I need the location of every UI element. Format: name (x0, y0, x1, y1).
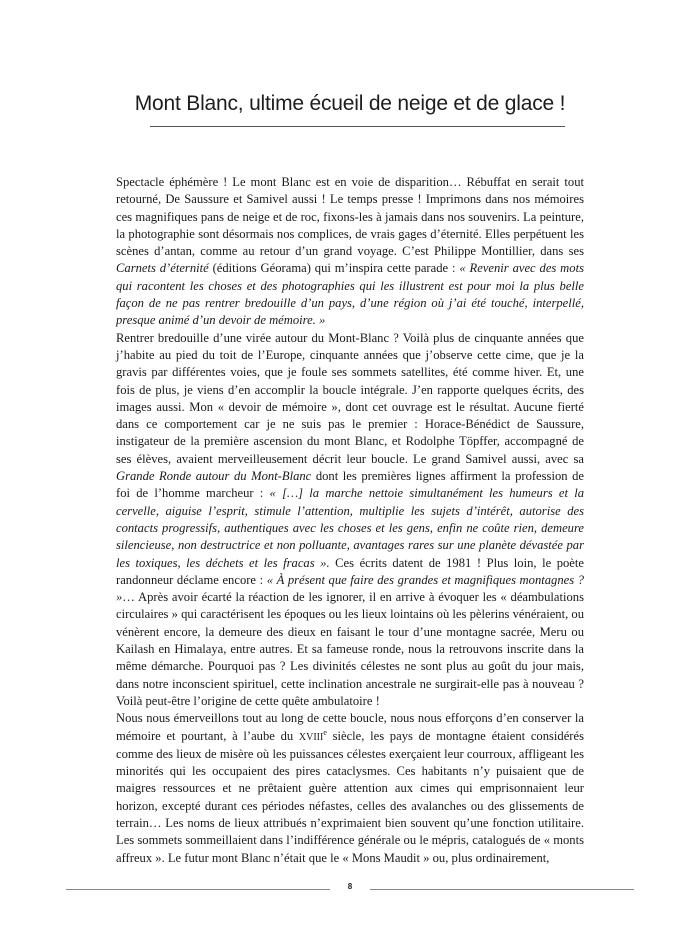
text-run: Rentrer bredouille d’une virée autour du Mont-Blanc ? Voilà plus de cinquante années que j’habite au pied du toit de l’Europe, cinquante années que j’observe cette cime, que je la gravis par différentes voies, que je foule ses sommets satellites, été comme hiver. Et, une fois de plus, je viens d’en accomplir la boucle intégrale. J’en rapporte quelques écrits, des images aussi. Mon « devoir de mémoire », dont cet ouvrage est le résultat. Aucune fierté dans ce comportement car je ne suis pas le premier : Horace-Bénédict de Saussure, instigateur de la première ascension du mont Blanc, et Rodolphe Töpffer, accompagné de ses élèves, avaient merveilleusement décrit leur boucle. Le grand Samivel aussi, avec sa (116, 330, 584, 466)
italic-run: « Revenir avec des mots qui racontent les choses et des photographies qui les illustrent est pour moi la plus belle façon de ne pas rentrer bredouille d’un pays, d’une région où j’ai été touché, interpellé, presque animé d’un devoir de mémoire. » (116, 261, 584, 328)
chapter-title: Mont Blanc, ultime écueil de neige et de glace ! (134, 92, 566, 115)
text-run: Spectacle éphémère ! Le mont Blanc est en voie de disparition… Rébuffat en serait tout retourné, De Saussure et Samivel aussi ! Le temps presse ! Imprimons dans nos mémoires ces magnifiques pans de neige et de roc, fixons-les à jamais dans nos souvenirs. La peinture, la photographie sont désormais nos complices, de vrais gages d’éternité. Elles perpétuent les scènes d’antan, comme au retour d’un grand voyage. C’est Philippe Montillier, dans ses (116, 175, 584, 259)
italic-run: « À présent que faire des grandes et magnifiques montagnes ? » (116, 572, 585, 605)
italic-run: « […] la marche nettoie simultanément les humeurs et la cervelle, aiguise l’esprit, stimule l’attention, multiplie les sujets d’intérêt, autorise des contacts progressifs, authentiques avec les choses et les gens, enfin ne coûte rien, demeure silencieuse, non destructrice et non polluante, avantages rares sur une planète dévastée par les toxiques, les déchets et les fracas ». (116, 486, 584, 570)
title-underline (150, 126, 565, 127)
italic-run: Grande Ronde autour du Mont-Blanc (116, 469, 312, 484)
superscript-run: e (323, 727, 327, 737)
footer-rule-right (370, 889, 634, 890)
text-run: siècle, les pays de montagne étaient considérés comme des lieux de misère où les puissances célestes exerçaient leur courroux, affligeant les minorités qui les occupaient des pires cataclysmes. Ces habitants n’y puisaient que de maigres ressources et ne prêtaient guère attention aux cimes qui emprisonnaient leur horizon, excepté durant ces périodes néfastes, celles des avalanches ou des glissements de terrain… Les noms de lieux attribués n’exprimaient bien souvent qu’une fonction utilitaire. Les sommets sommeillaient dans l’indifférence générale ou le mépris, catalogués de « monts affreux ». Le futur mont Blanc n’était que le « Mons Maudit » ou, plus ordinairement, (116, 728, 584, 865)
footer-rule-left (66, 889, 330, 890)
paragraph-1 (116, 174, 584, 330)
body-text (116, 174, 584, 867)
smallcaps-run: XVIII (298, 731, 324, 743)
text-run: … Après avoir écarté la réaction de les ignorer, il en arrive à évoquer les « déambulations circulaires » qui caractérisent les époques ou les lieux lointains où les pèlerins vénéraient, ou vénèrent encore, la demeure des dieux en faisant le tour d’une montagne sacrée, Meru ou Kailash en Himalaya, entre autres. Et sa fameuse ronde, nous la retrouvons inscrite dans la même démarche. Pourquoi pas ? Les divinités célestes ne sont plus au goût du jour mais, dans notre inconscient spirituel, cette inclination ancestrale ne surgirait-elle pas à nouveau ? Voilà peut-être l’origine de cette quête ambulatoire ! (116, 590, 584, 708)
text-run: dont les premières lignes affirment la profession de foi de l’homme marcheur : (116, 469, 584, 501)
paragraph-2 (116, 330, 584, 711)
page-number: 8 (347, 882, 353, 891)
italic-run: Carnets d’éternité (116, 261, 209, 276)
text-run: (éditions Géorama) qui m’inspira cette parade : (208, 261, 460, 276)
paragraph-3 (116, 710, 584, 867)
text-run: Ces écrits datent de 1981 ! Plus loin, le poète randonneur déclame encore : (116, 555, 584, 587)
text-run: Nous nous émerveillons tout au long de cette boucle, nous nous efforçons d’en conserver la mémoire et pourtant, à l’aube du (116, 711, 584, 743)
